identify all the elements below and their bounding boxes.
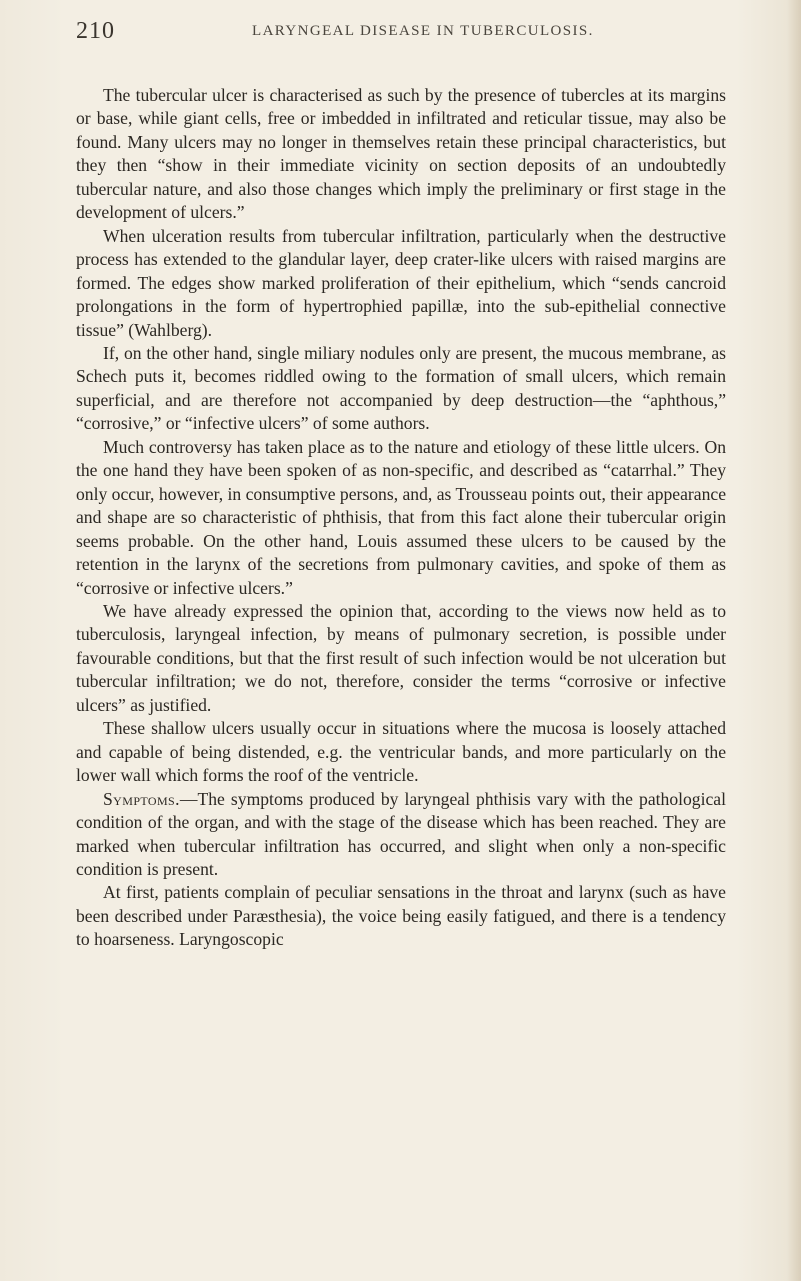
paragraph-shallow-ulcers: These shallow ulcers usually occur in situations where the mucosa is loosely attached and capable of being distended, e.g. the ventricular bands, and more particularly on the lower wall which forms the roof of the ventricle. bbox=[76, 718, 726, 786]
paragraph-ulcer-characteristics: The tubercular ulcer is characterised as such by the presence of tubercles at its margins or base, while giant cells, free or imbedded in infiltrated and reticular tissue, may also be found. Many ulcers may no longer in themselves retain these principal characteristics, but they then “show in their immediate vicinity on section deposits of an undoubtedly tubercular nature, and also those changes which imply the preliminary or first stage in the development of ulcers.” bbox=[76, 85, 726, 223]
symptoms-text: —The symptoms produced by laryngeal phthisis vary with the pathological condition of the organ, and with the stage of the disease which has been reached. They are marked when tubercular infiltration has occurred, and slight when only a non-specific condition is present. bbox=[76, 788, 726, 879]
running-head: LARYNGEAL DISEASE IN TUBERCULOSIS. bbox=[252, 23, 594, 39]
paragraph-opinion: We have already expressed the opinion that, according to the views now held as to tuberculosis, laryngeal infection, by means of pulmonary secretion, is possible under favourable conditions, but that the first result of such infection would be not ulceration but tubercular infiltration; we do not, therefore, consider the terms “corrosive or infective ulcers” as justified. bbox=[76, 600, 726, 715]
page-edge-shadow bbox=[787, 0, 801, 1281]
page-header bbox=[76, 18, 725, 52]
paragraph-first-sensations: At first, patients complain of peculiar sensations in the throat and larynx (such as have been described under Paræsthesia), the voice being easily fatigued, and there is a tendency to hoarseness. Laryngoscopic bbox=[76, 882, 726, 950]
page-number: 210 bbox=[76, 18, 115, 44]
symptoms-heading: Symptoms. bbox=[103, 788, 180, 809]
paragraph-ulceration-infiltration: When ulceration results from tubercular infiltration, particularly when the destructive process has extended to the glandular layer, deep crater-like ulcers with raised margins are formed. The edges show marked proliferation of their epithelium, which “sends cancroid prolongations in the form of hypertrophied papillæ, into the sub-epithelial connective tissue” (Wahlberg). bbox=[76, 225, 726, 340]
paragraph-miliary-nodules: If, on the other hand, single miliary nodules only are present, the mucous membrane, as Schech puts it, becomes riddled owing to the formation of small ulcers, which remain superficial, and are therefore not accompanied by deep destruction—the “aphthous,” “corrosive,” or “infective ulcers” of some authors. bbox=[76, 342, 726, 434]
body-text bbox=[76, 84, 726, 952]
paragraph-symptoms bbox=[76, 788, 726, 882]
paragraph-controversy: Much controversy has taken place as to the nature and etiology of these little ulcers. On the one hand they have been spoken of as non-specific, and described as “catarrhal.” They only occur, however, in consumptive persons, and, as Trousseau points out, their appearance and shape are so characteristic of phthisis, that from this fact alone their tubercular origin seems probable. On the other hand, Louis assumed these ulcers to be caused by the retention in the larynx of the secretions from pulmonary cavities, and spoke of them as “corrosive or infective ulcers.” bbox=[76, 436, 726, 598]
